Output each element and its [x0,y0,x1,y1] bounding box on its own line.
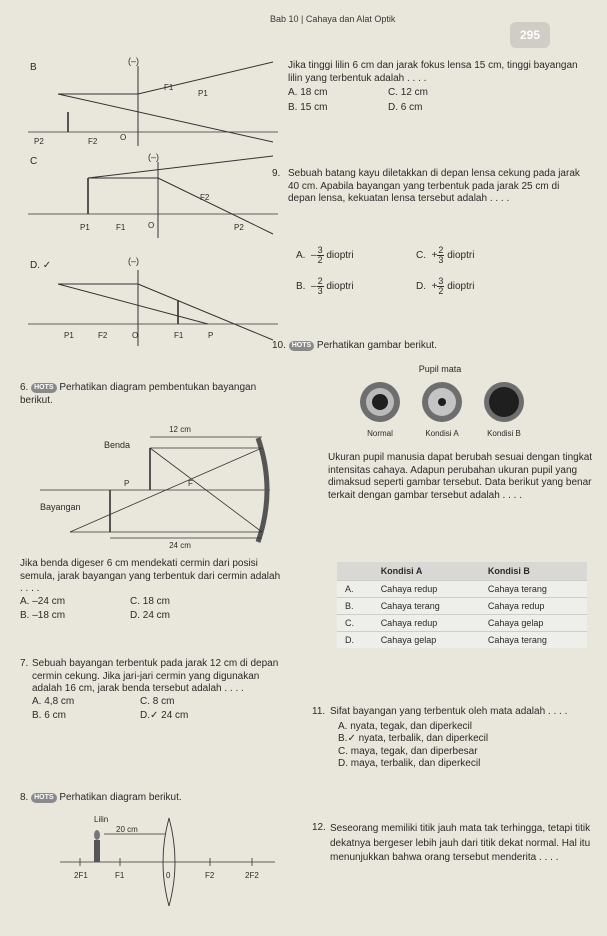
diagram-d-label: D. ✓ [30,260,52,271]
q11-option-b[interactable]: B.✓ nyata, terbalik, dan diperkecil [338,733,489,745]
question-9-options [296,246,566,296]
q6-option-b[interactable]: B. –18 cm [20,610,66,622]
candle-flame [94,830,100,840]
question-6-heading [20,382,270,407]
chapter-header: Bab 10 | Cahaya dan Alat Optik [270,14,396,24]
diagram-c-lbl-p1: P1 [80,223,90,232]
question-8-text: Jika tinggi lilin 6 cm dan jarak fokus lensa 15 cm, tinggi bayangan lilin yang terbentuk adalah . . . . [288,60,578,84]
question-8b-number: 8. [20,792,29,803]
question-7-text: Sebuah bayangan terbentuk pada jarak 12 cm di depan cermin cekung. Jika jari-jari cermin yang digunakan adalah 16 cm, jarak benda tersebut adalah . . . . [32,658,279,695]
tick-label-f2: F2 [205,871,215,880]
candle-height-label: 20 cm [116,825,138,834]
question-6-text: Perhatikan diagram pembentukan bayangan berikut. [20,382,257,406]
table-row[interactable]: D. Cahaya gelap Cahaya terang [337,632,587,649]
kondisi-table [337,562,587,648]
diagram-c-ray-2 [158,178,273,234]
question-6-text-block [20,558,285,623]
diagram-d-lbl-f1: F1 [174,331,184,340]
q11-option-c[interactable]: C. maya, tegak, dan diperbesar [338,745,478,757]
hots-badge: HOTS [31,793,56,803]
question-12-number: 12. [312,822,326,833]
diagram-d-ray-2 [138,284,273,340]
question-11-number: 11. [312,706,326,717]
diagram-b-label: B [30,62,37,73]
question-7 [32,658,290,723]
question-10-paragraph: Ukuran pupil manusia dapat berubah sesuai dengan tingkat intensitas cahaya. Adapun perubahan ukuran pupil yang dimaksud seperti gambar tersebut. Data berikut yang benar terkait dengan gambar tersebut adalah . . . . [328,452,593,501]
question-11 [330,706,592,771]
question-12-text: Seseorang memiliki titik jauh mata tak terhingga, tetapi titik dekatnya bergeser lebih jauh dari titik dekat normal. Hal itu menunjukkan bahwa orang tersebut menderita . . . . [330,823,591,863]
diagram-b-lbl-f1: F1 [164,83,174,92]
question-9-number: 9. [272,168,281,179]
diagram-d-lbl-p: P [208,331,214,340]
mirror-lbl-f: F [188,479,193,488]
q9-option-a[interactable]: A. – $\frac{3}{2}$ dioptri [296,245,354,265]
tick-label-o: 0 [166,871,171,880]
ray-diagram-d [28,250,278,350]
question-10-text: Perhatikan gambar berikut. [316,340,437,351]
diagram-d-lbl-o: O [132,331,139,340]
question-8b-heading [20,792,280,805]
mirror-lbl-bayangan: Bayangan [40,502,81,512]
eye-label-kondisi-b: Kondisi B [487,429,521,438]
diagram-d-lens-sign: (–) [128,256,139,266]
question-6-options [20,596,285,623]
header-kondisi-b: Kondisi B [480,562,587,581]
mirror-lbl-p: P [124,479,130,488]
hots-badge: HOTS [31,383,56,393]
diagram-d-lbl-f2: F2 [98,331,108,340]
q8-option-b[interactable]: B. 15 cm [288,101,328,113]
q7-option-b[interactable]: B. 6 cm [32,710,66,722]
question-7-options [32,696,290,723]
diagram-c-lbl-f1: F1 [116,223,126,232]
diagram-c-label: C [30,156,38,167]
kondisi-table-header [337,562,587,581]
q8-option-d[interactable]: D. 6 cm [388,101,423,113]
q9-option-b[interactable]: B. – $\frac{2}{3}$ dioptri [296,276,354,296]
q9-option-c[interactable]: C. + $\frac{2}{3}$ dioptri [416,245,475,265]
q7-option-c[interactable]: C. 8 cm [140,695,175,707]
question-6-number: 6. [20,382,29,393]
page-number: 295 [510,22,550,48]
diagram-b-ray-3 [58,94,273,142]
candle-label: Lilin [94,815,109,824]
eye-kondisi-b [484,382,524,422]
question-8 [288,60,588,114]
q6-option-a[interactable]: A. –24 cm [20,595,66,607]
diagram-c-lbl-o: O [148,221,155,230]
table-row[interactable]: A. Cahaya redup Cahaya terang [337,581,587,598]
diagram-b-lbl-f2: F2 [88,137,98,146]
q7-option-a[interactable]: A. 4,8 cm [32,695,75,707]
diagram-b-lbl-p1: P1 [198,89,208,98]
eye-label-normal: Normal [367,429,393,438]
mirror-diagram [40,420,275,550]
diagram-c-lbl-f2: F2 [200,193,210,202]
q8-option-c[interactable]: C. 12 cm [388,87,429,99]
eye-label-kondisi-a: Kondisi A [425,429,459,438]
question-11-text: Sifat bayangan yang terbentuk oleh mata adalah . . . . [330,706,568,717]
diagram-b-lbl-o: O [120,133,127,142]
question-11-options [330,721,592,771]
q6-option-d[interactable]: D. 24 cm [130,610,171,622]
q7-option-d[interactable]: D.✓ 24 cm [140,710,189,722]
q11-option-d[interactable]: D. maya, terbalik, dan diperkecil [338,758,481,770]
eye-normal [360,382,400,422]
table-row[interactable]: C. Cahaya redup Cahaya gelap [337,615,587,632]
diagram-c-lbl-p2: P2 [234,223,244,232]
diagram-b-lens-sign: (–) [128,56,139,66]
pupil-figure [350,376,540,442]
tick-label-f1: F1 [115,871,125,880]
question-6-question: Jika benda digeser 6 cm mendekati cermin dari posisi semula, jarak bayangan yang terbentuk dari cermin adalah . . . . [20,558,281,595]
mirror-lbl-12cm: 12 cm [169,425,191,434]
ray-diagram-b [28,52,278,147]
q9-option-d[interactable]: D. + $\frac{3}{2}$ dioptri [416,276,475,296]
tick-label-2f1: 2F1 [74,871,88,880]
question-8b-text: Perhatikan diagram berikut. [59,792,182,803]
question-8-options [288,87,588,114]
candle-body [94,840,100,862]
lens-candle-diagram [60,810,285,920]
hots-badge: HOTS [289,341,314,351]
ray-diagram-c [28,150,278,240]
mirror-lbl-24cm: 24 cm [169,541,191,550]
eye-kondisi-a [422,382,462,422]
question-7-number: 7. [20,658,29,669]
pupil-figure-title: Pupil mata [418,364,462,374]
diagram-c-lens-sign: (–) [148,152,159,162]
table-row[interactable]: B. Cahaya terang Cahaya redup [337,598,587,615]
tick-label-2f2: 2F2 [245,871,259,880]
mirror-lbl-benda: Benda [104,440,131,450]
header-kondisi-a: Kondisi A [373,562,480,581]
question-10-number: 10. [272,340,286,351]
q11-option-a[interactable]: A. nyata, tegak, dan diperkecil [338,720,472,732]
question-10-heading [272,340,592,353]
q6-option-c[interactable]: C. 18 cm [130,595,171,607]
diagram-c-ray-3 [88,156,273,178]
question-9 [288,168,588,206]
diagram-b-lbl-p2: P2 [34,137,44,146]
q8-option-a[interactable]: A. 18 cm [288,87,328,99]
diagram-d-lbl-p1: P1 [64,331,74,340]
question-9-text: Sebuah batang kayu diletakkan di depan lensa cekung pada jarak 40 cm. Apabila bayangan yang terbentuk pada jarak 25 cm di depan lensa, kekuatan lensa tersebut adalah . . . . [288,168,580,205]
